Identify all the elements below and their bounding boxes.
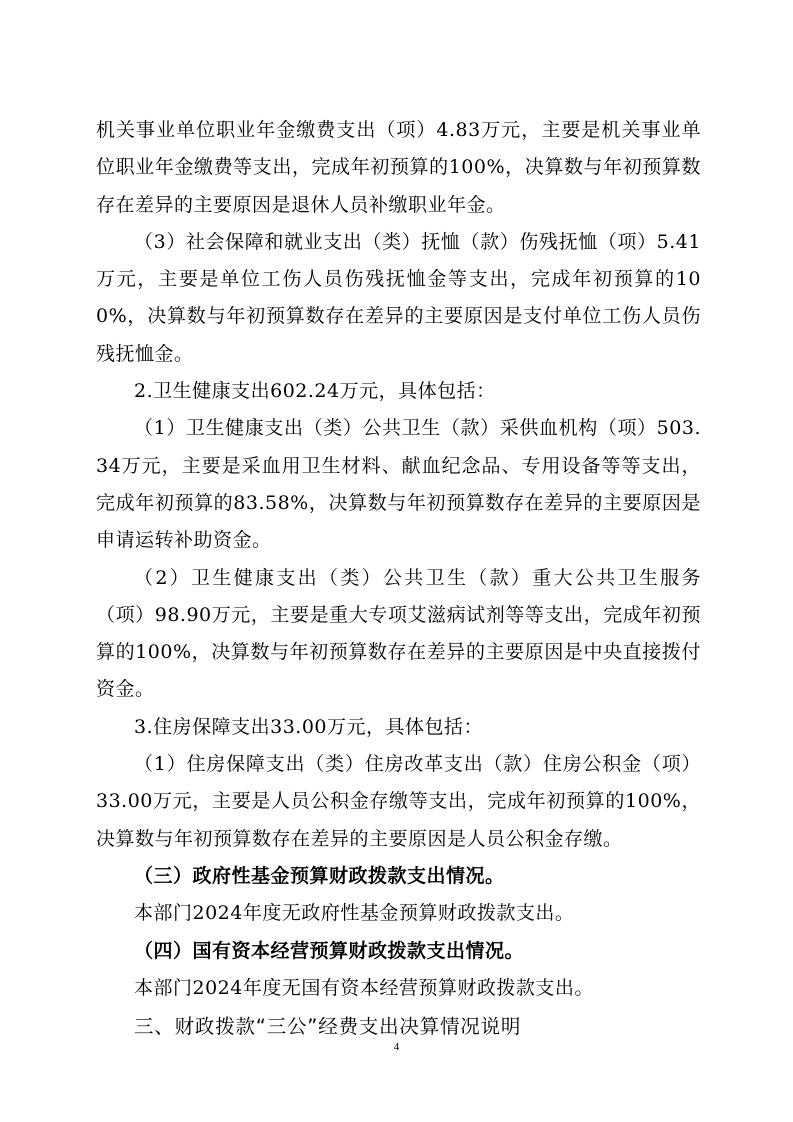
paragraph-health-total: 2.卫生健康支出602.24万元，具体包括：	[134, 380, 496, 403]
part-heading-three-public: 三、财政拨款“三公”经费支出决算情况说明	[134, 1015, 522, 1039]
section-heading-state-capital: （四）国有资本经营预算财政拨款支出情况。	[134, 939, 525, 962]
section-heading-government-fund: （三）政府性基金预算财政拨款支出情况。	[134, 864, 505, 887]
page-number: 4	[393, 1041, 400, 1053]
paragraph-disability-compensation: （3）社会保障和就业支出（类）抚恤（款）伤残抚恤（项）5.41万元，主要是单位工伤人员伤残抚恤金等支出，完成年初预算的100%，决算数与年初预算数存在差异的主要原因是支付单位工伤人员伤残抚恤金。	[96, 230, 701, 365]
paragraph-housing-total: 3.住房保障支出33.00万元，具体包括：	[134, 715, 484, 738]
paragraph-public-health-service: （2）卫生健康支出（类）公共卫生（款）重大公共卫生服务（项）98.90万元，主要是重大专项艾滋病试剂等等支出，完成年初预算的100%，决算数与年初预算数存在差异的主要原因是中央直接拨付资金。	[96, 566, 701, 701]
paragraph-blood-supply: （1）卫生健康支出（类）公共卫生（款）采供血机构（项）503.34万元，主要是采血用卫生材料、献血纪念品、专用设备等等支出，完成年初预算的83.58%，决算数与年初预算数存在差异的主要原因是申请运转补助资金。	[96, 417, 701, 552]
document-body	[96, 112, 701, 1047]
paragraph-government-fund: 本部门2024年度无政府性基金预算财政拨款支出。	[134, 902, 575, 925]
paragraph-pension-contribution: 机关事业单位职业年金缴费支出（项）4.83万元，主要是机关事业单位职业年金缴费等支出，完成年初预算的100%，决算数与年初预算数存在差异的主要原因是退休人员补缴职业年金。	[96, 119, 701, 216]
paragraph-housing-fund: （1）住房保障支出（类）住房改革支出（款）住房公积金（项）33.00万元，主要是人员公积金存缴等支出，完成年初预算的100%，决算数与年初预算数存在差异的主要原因是人员公积金存缴。	[96, 753, 701, 850]
paragraph-state-capital: 本部门2024年度无国有资本经营预算财政拨款支出。	[134, 976, 594, 999]
